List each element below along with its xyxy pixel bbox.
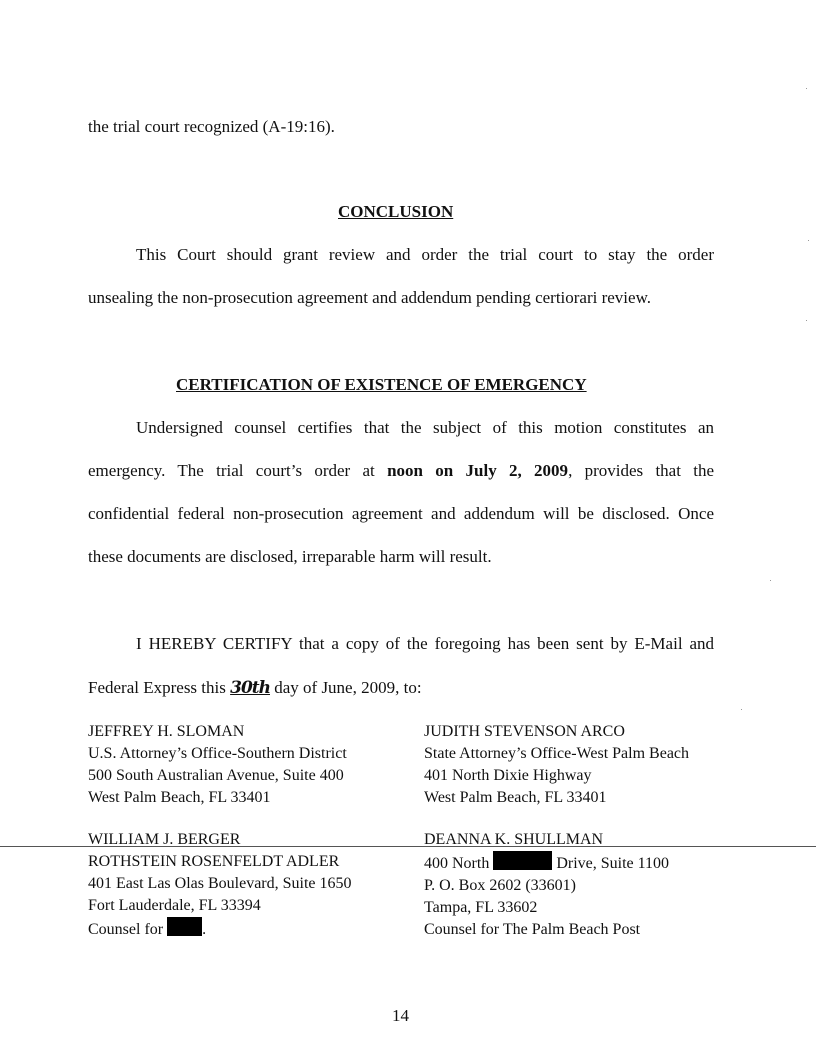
recipient-street <box>424 851 669 875</box>
recipient-line: 401 North Dixie Highway <box>424 767 592 784</box>
recipient-city: Fort Lauderdale, FL 33394 <box>88 897 261 914</box>
recipient-line: West Palm Beach, FL 33401 <box>88 789 271 806</box>
recipient-city: Tampa, FL 33602 <box>424 899 538 916</box>
intro-line: the trial court recognized (A-19:16). <box>88 117 335 136</box>
counsel-prefix: Counsel for <box>88 921 168 938</box>
street-prefix: 400 North <box>424 855 494 872</box>
recipient-name: WILLIAM J. BERGER <box>88 831 241 848</box>
scan-speck <box>806 88 807 89</box>
conclusion-line-1: This Court should grant review and order the trial court to stay the order <box>136 245 714 264</box>
handwritten-day: 30th <box>230 678 270 698</box>
recipient-counsel <box>88 917 352 941</box>
recipient-line: West Palm Beach, FL 33401 <box>424 789 607 806</box>
recipient-sloman <box>88 721 347 809</box>
recipient-po-box: P. O. Box 2602 (33601) <box>424 877 577 894</box>
redaction-box <box>167 917 202 936</box>
recipient-arco <box>424 721 689 809</box>
scan-speck <box>741 709 742 710</box>
recipient-shullman <box>424 829 669 941</box>
recipient-line: JUDITH STEVENSON ARCO <box>424 723 625 740</box>
conclusion-heading: CONCLUSION <box>338 202 454 221</box>
certification-heading: CERTIFICATION OF EXISTENCE OF EMERGENCY <box>176 375 587 394</box>
recipient-line: U.S. Attorney’s Office-Southern District <box>88 745 347 762</box>
certification-line-4: these documents are disclosed, irreparable harm will result. <box>88 547 492 566</box>
recipient-line: 500 South Australian Avenue, Suite 400 <box>88 767 344 784</box>
recipient-counsel: Counsel for The Palm Beach Post <box>424 921 641 938</box>
service-line-2 <box>88 679 422 697</box>
redaction-box <box>493 851 552 870</box>
emergency-deadline: noon on July 2, 2009 <box>387 461 569 480</box>
counsel-suffix: . <box>202 921 207 938</box>
scan-speck <box>808 240 809 241</box>
recipient-name: DEANNA K. SHULLMAN <box>424 831 604 848</box>
recipient-street: 401 East Las Olas Boulevard, Suite 1650 <box>88 875 352 892</box>
certification-line-3: confidential federal non-prosecution agreement and addendum will be disclosed. Once <box>88 504 714 523</box>
service-line-2-start: Federal Express this <box>88 678 231 697</box>
certification-line-2-end: , provides that the <box>568 461 715 480</box>
recipient-line: JEFFREY H. SLOMAN <box>88 723 245 740</box>
scan-speck <box>770 580 771 581</box>
street-suffix: Drive, Suite 1100 <box>552 855 670 872</box>
recipient-line: State Attorney’s Office-West Palm Beach <box>424 745 690 762</box>
page-number: 14 <box>392 1006 409 1025</box>
recipient-berger <box>88 829 352 941</box>
recipient-firm: ROTHSTEIN ROSENFELDT ADLER <box>88 853 340 870</box>
conclusion-line-2: unsealing the non-prosecution agreement and addendum pending certiorari review. <box>88 288 652 307</box>
certification-line-2 <box>88 462 714 479</box>
certification-line-2-start: emergency. The trial court’s order at <box>88 461 388 480</box>
scan-speck <box>806 320 807 321</box>
service-line-1: I HEREBY CERTIFY that a copy of the foregoing has been sent by E-Mail and <box>136 634 714 653</box>
certification-line-1: Undersigned counsel certifies that the subject of this motion constitutes an <box>136 418 714 437</box>
service-line-2-end: day of June, 2009, to: <box>269 678 422 697</box>
